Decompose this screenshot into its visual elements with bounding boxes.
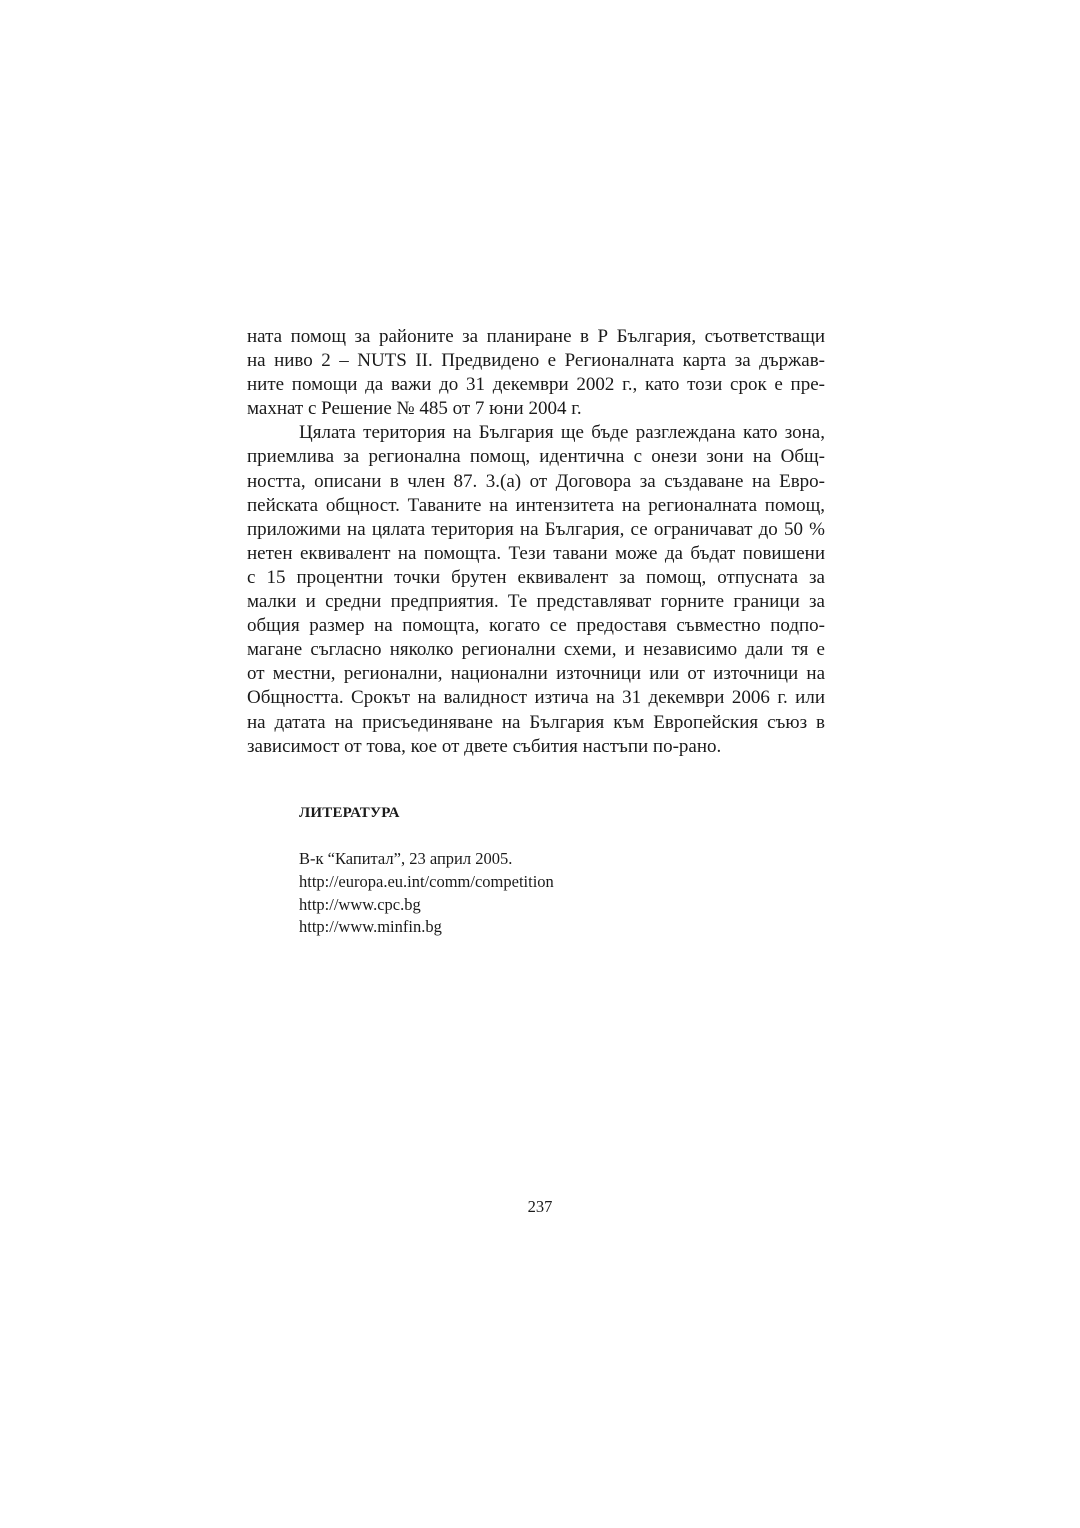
- text-line: зависимост от това, кое от двете събития настъпи по-рано.: [247, 735, 722, 757]
- text-line: Общността. Срокът на валидност изтича на 31 декември 2006 г. или: [247, 687, 825, 709]
- text-line: приложими на цялата територия на България, се ограничават до 50 %: [247, 518, 825, 540]
- paragraph-1: [247, 325, 825, 421]
- reference-link[interactable]: http://www.minfin.bg: [299, 917, 442, 937]
- references-list: [299, 848, 554, 939]
- text-line: магане съгласно няколко регионални схеми, и независимо дали тя е: [247, 639, 825, 661]
- text-line: ността, описани в член 87. 3.(а) от Договора за създаване на Евро-: [247, 470, 825, 492]
- text-line: от местни, регионални, национални източници или от източници на: [247, 663, 825, 685]
- references-heading: ЛИТЕРАТУРА: [299, 805, 400, 821]
- page-number: 237: [527, 1197, 553, 1216]
- reference-link[interactable]: http://europa.eu.int/comm/competition: [299, 871, 554, 891]
- paragraph-2: [247, 421, 825, 758]
- reference-link[interactable]: http://www.cpc.bg: [299, 894, 421, 914]
- text-line: с 15 процентни точки брутен еквивалент за помощ, отпусната за: [247, 566, 825, 588]
- body-text: [247, 325, 825, 759]
- text-line: на ниво 2 – NUTS II. Предвидено е Регионалната карта за държав-: [247, 350, 825, 372]
- text-line: малки и средни предприятия. Те представляват горните граници за: [247, 591, 825, 613]
- text-line: на датата на присъединяване на България към Европейския съюз в: [247, 711, 825, 733]
- text-line: Цялата територия на България ще бъде разглеждана като зона,: [299, 422, 825, 444]
- text-line: ната помощ за районите за планиране в Р България, съответстващи: [247, 326, 825, 347]
- text-line: махнат с Решение № 485 от 7 юни 2004 г.: [247, 398, 582, 420]
- text-line: ните помощи да важи до 31 декември 2002 г., като този срок е пре-: [247, 374, 825, 396]
- text-line: нетен еквивалент на помощта. Тези тавани може да бъдат повишени: [247, 542, 825, 564]
- reference-item: В-к “Капитал”, 23 април 2005.: [299, 849, 513, 868]
- text-line: приемлива за регионална помощ, идентична с онези зони на Общ-: [247, 446, 825, 468]
- text-line: пейската общност. Таваните на интензитета на регионалната помощ,: [247, 494, 825, 516]
- text-line: общия размер на помощта, когато се предоставя съвместно подпо-: [247, 615, 825, 637]
